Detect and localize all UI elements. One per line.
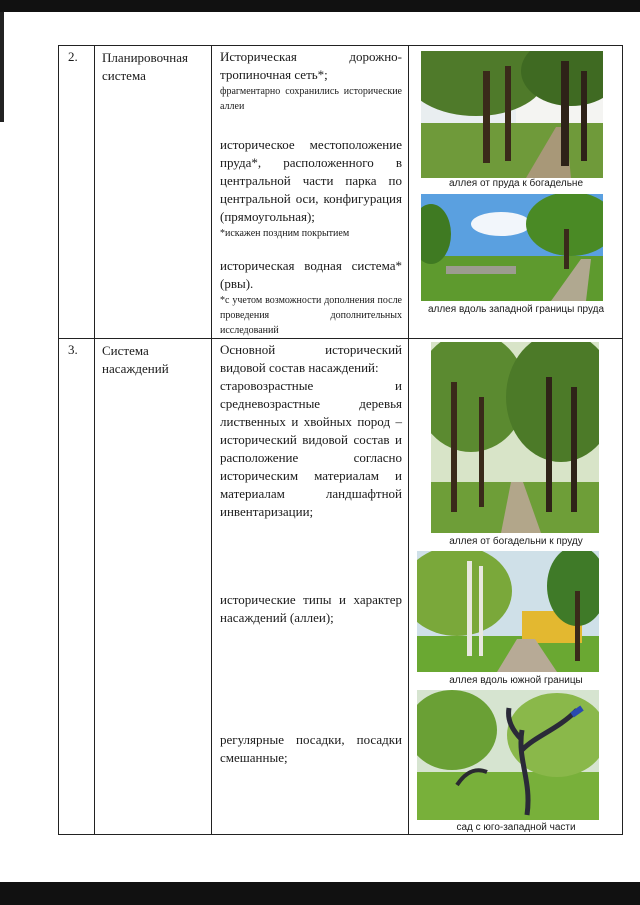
row-number-cell xyxy=(59,46,95,339)
description-cell xyxy=(212,46,409,339)
feature-text: Основной исторический видовой состав насаждений: xyxy=(220,342,402,375)
photo-caption: аллея от богадельни к пруду xyxy=(449,536,583,547)
table-row xyxy=(59,46,623,339)
feature-text: исторические типы и характер насаждений (аллеи); xyxy=(220,592,402,625)
row-number: 2. xyxy=(68,49,78,64)
heritage-table xyxy=(58,45,623,835)
system-name: Планировочная система xyxy=(102,50,189,83)
photo-alley-pond-to-almshouse xyxy=(421,51,603,178)
scan-bottom-border xyxy=(0,882,640,905)
photo-cell xyxy=(409,46,623,339)
photo-caption: сад с юго-западной части xyxy=(456,822,576,833)
photo-alley-west-pond xyxy=(421,194,603,301)
photo-alley-almshouse-to-pond xyxy=(431,342,599,533)
feature-text: историческое местоположение пруда*, расположенного в центральной части парка по центральной оси, конфигурация (прямоугольная); xyxy=(220,137,402,224)
system-name: Система насаждений xyxy=(102,343,169,376)
scan-edge-mark xyxy=(0,12,4,122)
row-number-cell xyxy=(59,339,95,835)
table-row xyxy=(59,339,623,835)
photo-caption: аллея вдоль западной границы пруда xyxy=(427,304,605,315)
feature-note: фрагментарно сохранились исторические аллеи xyxy=(220,86,402,112)
system-cell xyxy=(95,339,212,835)
feature-note: *с учетом возможности дополнения после проведения дополнительных исследований xyxy=(220,295,402,336)
photo-garden-southwest xyxy=(417,690,599,820)
photo-alley-south-border xyxy=(417,551,599,672)
photo-caption: аллея вдоль южной границы xyxy=(449,675,583,686)
photo-caption: аллея от пруда к богадельне xyxy=(448,178,584,189)
feature-text: историческая водная система* (рвы). xyxy=(220,258,402,291)
feature-note: *искажен поздним покрытием xyxy=(220,228,350,239)
feature-text: Историческая дорожно-тропиночная сеть*; xyxy=(220,49,402,82)
row-number: 3. xyxy=(68,342,78,357)
scan-top-border xyxy=(0,0,640,12)
feature-text: старовозрастные и средневозрастные деревья лиственных и хвойных пород – исторический видовой состав и расположение согласно историческим материалам и материалам ландшафтной инвентаризации; xyxy=(220,378,402,519)
system-cell xyxy=(95,46,212,339)
feature-text: регулярные посадки, посадки смешанные; xyxy=(220,732,402,765)
description-cell xyxy=(212,339,409,835)
photo-cell xyxy=(409,339,623,835)
